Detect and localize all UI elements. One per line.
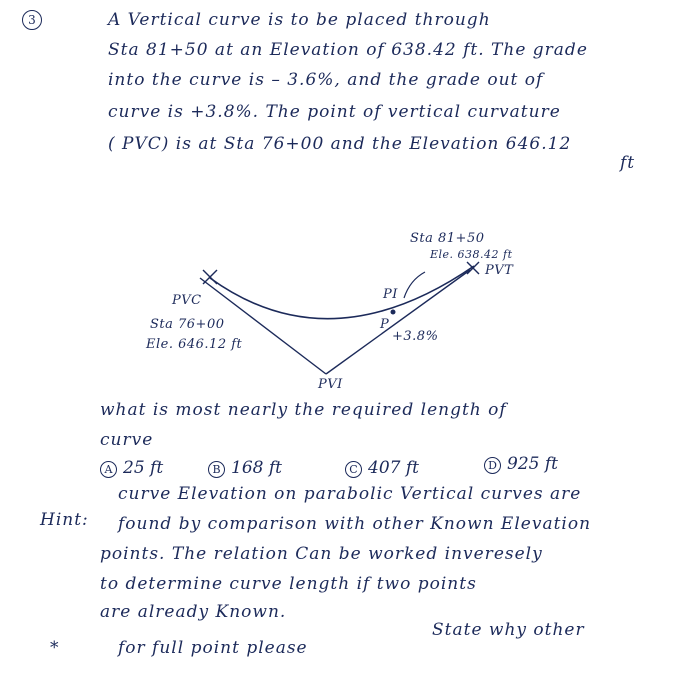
- problem-number: 3: [22, 10, 42, 30]
- problem-line-5: ( PVC) is at Sta 76+00 and the Elevation 646.12: [108, 134, 572, 154]
- problem-line-1: A Vertical curve is to be placed through: [108, 10, 491, 30]
- problem-line-3: into the curve is – 3.6%, and the grade out of: [108, 70, 544, 90]
- hint-line-5: are already Known.: [100, 602, 287, 622]
- option-d-text: 925 ft: [507, 454, 558, 474]
- problem-line-6: ft: [620, 153, 636, 173]
- option-b-letter: B: [208, 461, 225, 478]
- option-a: [100, 458, 163, 478]
- hint-line-1: curve Elevation on parabolic Vertical curves are: [118, 484, 582, 504]
- pvc-elevation: Ele. 646.12 ft: [146, 337, 243, 352]
- hint-line-3: points. The relation Can be worked inveresely: [100, 544, 543, 564]
- hint-line-2: found by comparison with other Known Elevation: [118, 514, 592, 534]
- footer-star: *: [50, 638, 60, 658]
- pvc-label: PVC: [172, 293, 202, 308]
- option-b: [208, 458, 282, 478]
- point-p: [391, 310, 396, 315]
- option-c-text: 407 ft: [368, 458, 419, 478]
- hint-line-4: to determine curve length if two points: [100, 574, 477, 594]
- question-line-2: curve: [100, 430, 154, 450]
- option-c-letter: C: [345, 461, 362, 478]
- p-label: P: [380, 317, 390, 332]
- question-line-1: what is most nearly the required length of: [100, 400, 507, 420]
- pt-elevation: Ele. 638.42 ft: [430, 248, 513, 261]
- grade-out-label: +3.8%: [392, 329, 439, 344]
- pvi-label: PVI: [318, 377, 343, 392]
- option-d-letter: D: [484, 457, 501, 474]
- leader-line: [404, 272, 425, 298]
- option-a-text: 25 ft: [123, 458, 164, 478]
- pvt-label: PVT: [485, 263, 514, 278]
- option-a-letter: A: [100, 461, 117, 478]
- option-b-text: 168 ft: [231, 458, 282, 478]
- outgoing-tangent-line: [326, 270, 470, 374]
- parabolic-curve: [210, 266, 474, 319]
- pt-station: Sta 81+50: [410, 231, 485, 246]
- option-c: [345, 458, 419, 478]
- footer-text-2: State why other: [432, 620, 585, 640]
- footer-text-1: for full point please: [118, 638, 308, 658]
- problem-line-2: Sta 81+50 at an Elevation of 638.42 ft. The grade: [108, 40, 588, 60]
- option-d: [484, 454, 558, 474]
- hint-label: Hint:: [40, 510, 89, 530]
- pvc-station: Sta 76+00: [150, 317, 225, 332]
- problem-line-4: curve is +3.8%. The point of vertical curvature: [108, 102, 561, 122]
- pi-label: PI: [383, 287, 398, 302]
